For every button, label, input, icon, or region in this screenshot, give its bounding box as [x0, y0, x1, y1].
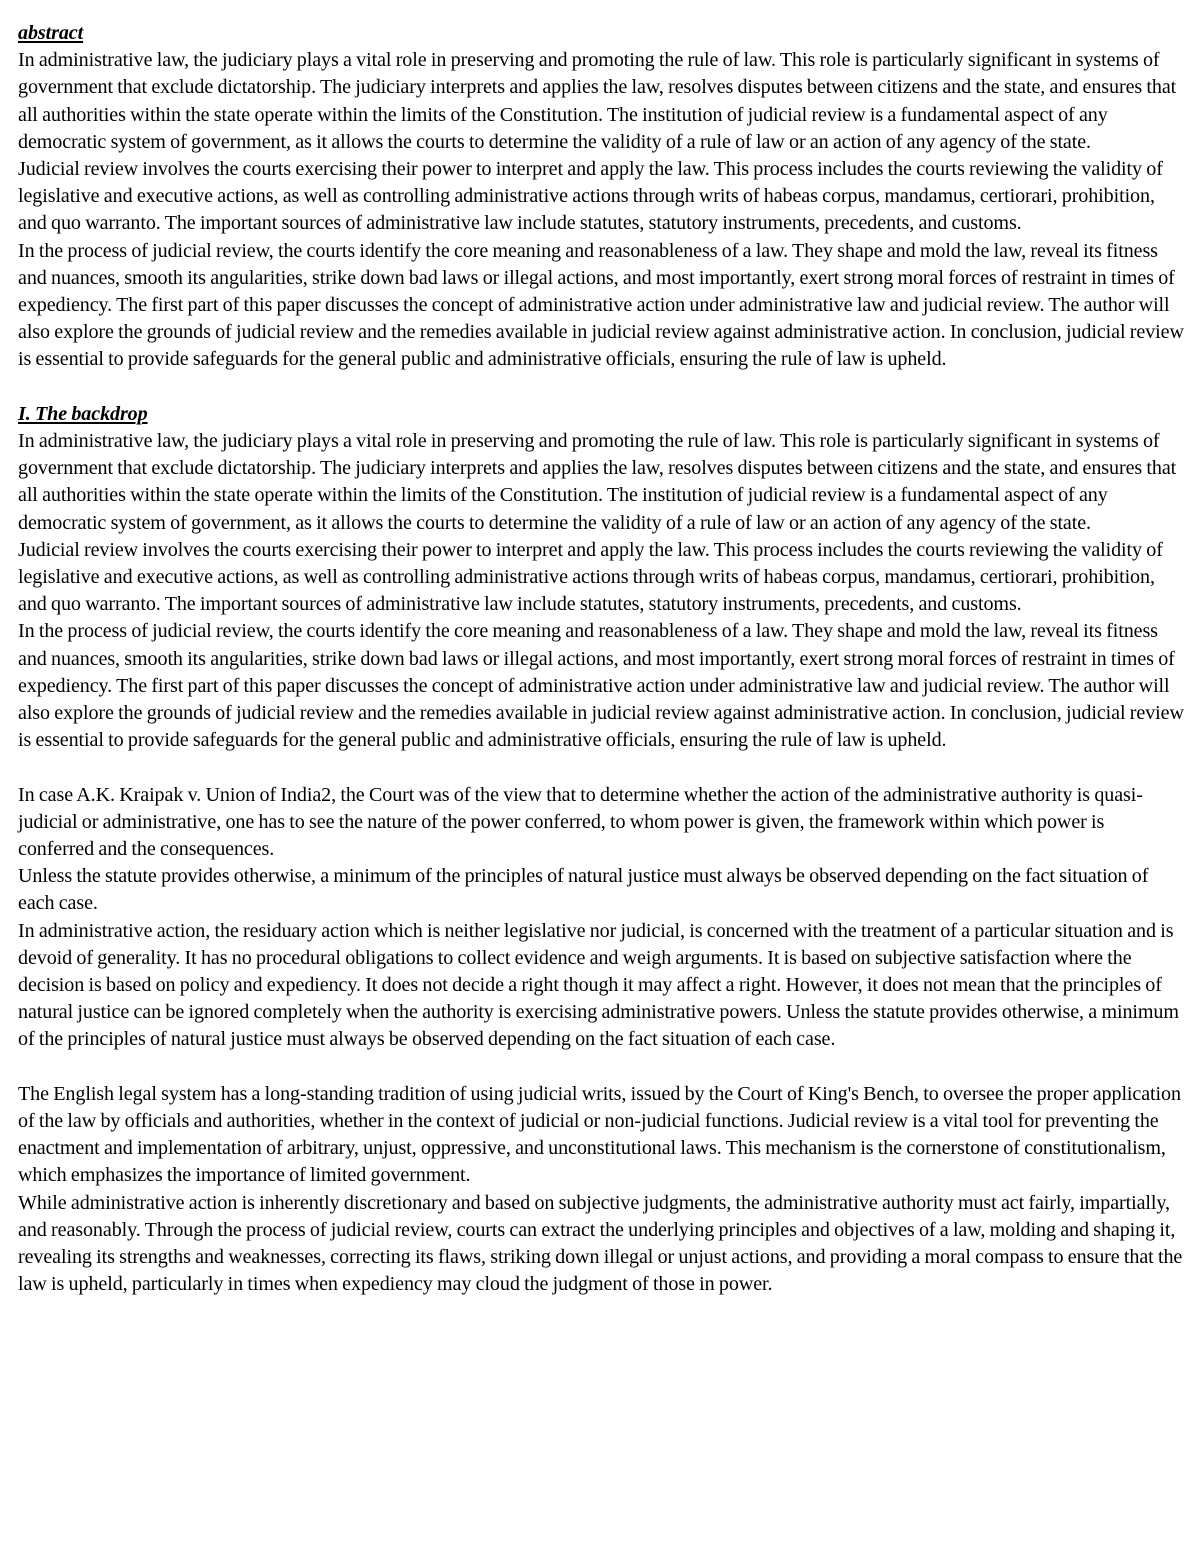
section-spacer: [18, 754, 1184, 781]
backdrop-paragraph-2: Judicial review involves the courts exercising their power to interpret and apply the law. This process includes the courts reviewing the validity of legislative and executive actions, as well as controlling administrative actions through writs of habeas corpus, mandamus, certiorari, prohibition, and quo warranto. The important sources of administrative law include statutes, statutory instruments, precedents, and customs.: [18, 538, 1163, 616]
backdrop-paragraph-1: In administrative law, the judiciary plays a vital role in preserving and promoting the rule of law. This role is particularly significant in systems of government that exclude dictatorship. The judiciary interprets and applies the law, resolves disputes between citizens and the state, and ensures that all authorities within the state operate within the limits of the Constitution. The institution of judicial review is a fundamental aspect of any democratic system of government, as it allows the courts to determine the validity of a rule of law or an action of any agency of the state.: [18, 430, 1177, 534]
kraipak-section: [18, 782, 1184, 1054]
kraipak-paragraph-3: In administrative action, the residuary action which is neither legislative nor judicial, is concerned with the treatment of a particular situation and is devoid of generality. It has no procedural obligations to collect evidence and weigh arguments. It is based on subjective satisfaction where the decision is based on policy and expediency. It does not decide a right though it may affect a right. However, it does not mean that the principles of natural justice can be ignored completely when the authority is exercising administrative powers. Unless the statute provides otherwise, a minimum of the principles of natural justice must always be observed depending on the fact situation of each case.: [18, 919, 1179, 1051]
document-page: [18, 20, 1184, 1299]
section-spacer: [18, 1054, 1184, 1081]
english-system-paragraph-1: The English legal system has a long-standing tradition of using judicial writs, issued by the Court of King's Bench, to oversee the proper application of the law by officials and authorities, whether in the context of judicial or non-judicial functions. Judicial review is a vital tool for preventing the enactment and implementation of arbitrary, unjust, oppressive, and unconstitutional laws. This mechanism is the cornerstone of constitutionalism, which emphasizes the importance of limited government.: [18, 1082, 1181, 1187]
backdrop-heading: I. The backdrop: [18, 402, 148, 425]
abstract-section: [18, 20, 1184, 374]
abstract-paragraph-2: Judicial review involves the courts exercising their power to interpret and apply the law. This process includes the courts reviewing the validity of legislative and executive actions, as well as controlling administrative actions through writs of habeas corpus, mandamus, certiorari, prohibition, and quo warranto. The important sources of administrative law include statutes, statutory instruments, precedents, and customs.: [18, 158, 1163, 235]
english-system-paragraph-2: While administrative action is inherently discretionary and based on subjective judgments, the administrative authority must act fairly, impartially, and reasonably. Through the process of judicial review, courts can extract the underlying principles and objectives of a law, molding and shaping it, revealing its strengths and weaknesses, correcting its flaws, striking down illegal or unjust actions, and providing a moral compass to ensure that the law is upheld, particularly in times when expediency may cloud the judgment of those in power.: [18, 1191, 1183, 1296]
abstract-paragraph-3: In the process of judicial review, the courts identify the core meaning and reasonableness of a law. They shape and mold the law, reveal its fitness and nuances, smooth its angularities, strike down bad laws or illegal actions, and most importantly, exert strong moral forces of restraint in times of expediency. The first part of this paper discusses the concept of administrative action under administrative law and judicial review. The author will also explore the grounds of judicial review and the remedies available in judicial review against administrative action. In conclusion, judicial review is essential to provide safeguards for the general public and administrative officials, ensuring the rule of law is upheld.: [18, 239, 1184, 371]
kraipak-paragraph-2: Unless the statute provides otherwise, a minimum of the principles of natural justice must always be observed depending on the fact situation of each case.: [18, 865, 1149, 915]
abstract-heading: abstract: [18, 22, 84, 44]
abstract-paragraph-1: In administrative law, the judiciary plays a vital role in preserving and promoting the rule of law. This role is particularly significant in systems of government that exclude dictatorship. The judiciary interprets and applies the law, resolves disputes between citizens and the state, and ensures that all authorities within the state operate within the limits of the Constitution. The institution of judicial review is a fundamental aspect of any democratic system of government, as it allows the courts to determine the validity of a rule of law or an action of any agency of the state.: [18, 49, 1177, 153]
kraipak-paragraph-1: In case A.K. Kraipak v. Union of India2, the Court was of the view that to determine whether the action of the administrative authority is quasi-judicial or administrative, one has to see the nature of the power conferred, to whom power is given, the framework within which power is conferred and the consequences.: [18, 783, 1143, 861]
backdrop-paragraph-3: In the process of judicial review, the courts identify the core meaning and reasonableness of a law. They shape and mold the law, reveal its fitness and nuances, smooth its angularities, strike down bad laws or illegal actions, and most importantly, exert strong moral forces of restraint in times of expediency. The first part of this paper discusses the concept of administrative action under administrative law and judicial review. The author will also explore the grounds of judicial review and the remedies available in judicial review against administrative action. In conclusion, judicial review is essential to provide safeguards for the general public and administrative officials, ensuring the rule of law is upheld.: [18, 620, 1184, 752]
english-system-section: [18, 1081, 1184, 1299]
backdrop-section: [18, 401, 1184, 755]
section-spacer: [18, 374, 1184, 401]
